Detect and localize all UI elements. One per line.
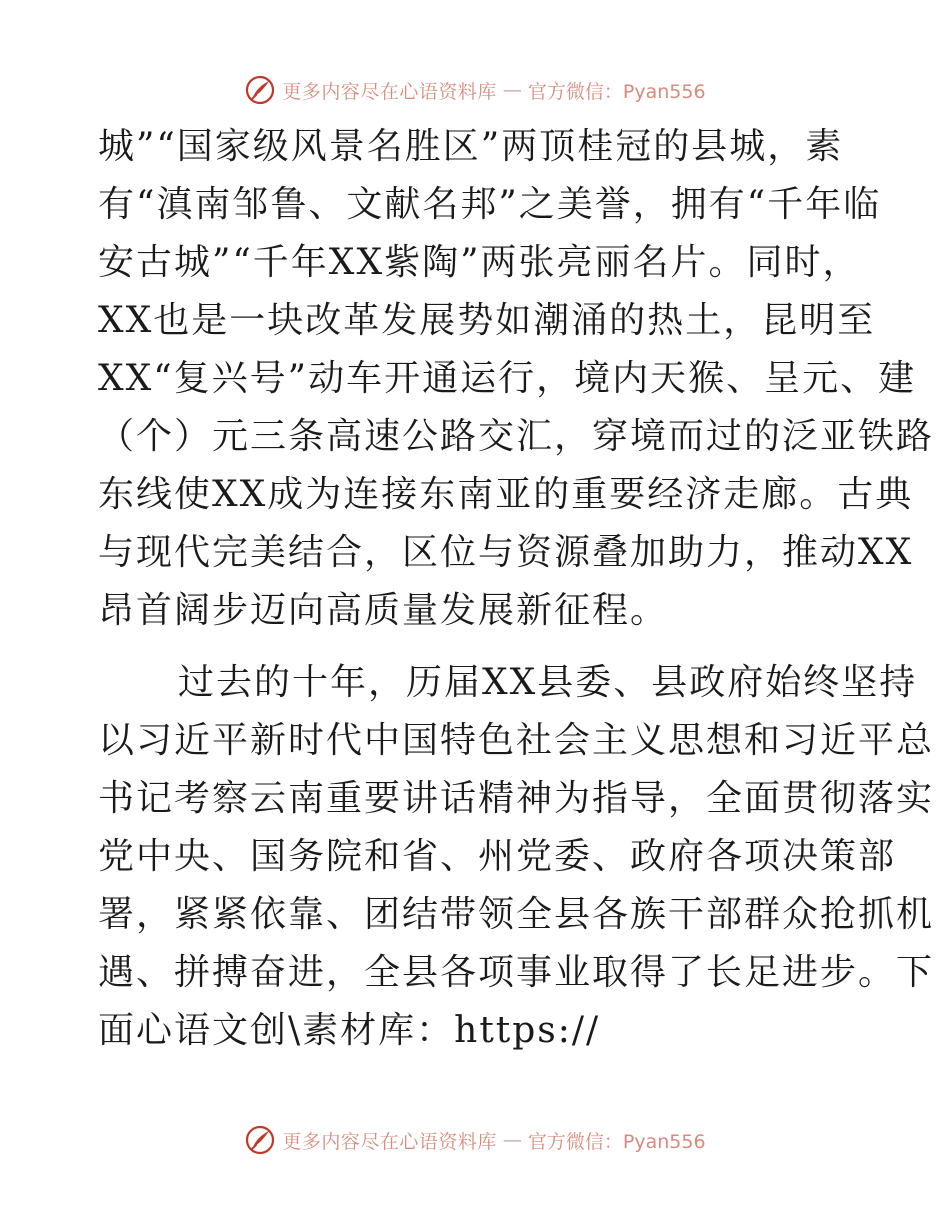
header-brand-text: 更多内容尽在心语资料库	[282, 80, 497, 103]
text-line: 党中央、国务院和省、州党委、政府各项决策部	[98, 836, 897, 877]
quill-logo-icon	[244, 1124, 276, 1156]
paragraph-1	[98, 118, 935, 640]
footer-watermark	[0, 1120, 950, 1160]
quill-logo-icon	[244, 74, 276, 106]
text-line: （个）元三条高速公路交汇，穿境而过的泛亚铁路	[98, 416, 935, 457]
header-separator: —	[502, 79, 522, 101]
text-line: 昂首阔步迈向高质量发展新征程。	[98, 590, 669, 631]
footer-wechat-text: 官方微信：Pyan556	[527, 1130, 706, 1153]
header-wechat-text: 官方微信：Pyan556	[527, 80, 706, 103]
text-line: 面心语文创\素材库：https://	[98, 1010, 601, 1051]
text-line: 有“滇南邹鲁、文献名邦”之美誉，拥有“千年临	[98, 184, 882, 225]
document-body	[98, 118, 935, 1060]
text-line: 以习近平新时代中国特色社会主义思想和习近平总	[98, 720, 935, 761]
footer-brand-text: 更多内容尽在心语资料库	[282, 1130, 497, 1153]
text-line: 与现代完美结合，区位与资源叠加助力，推动XX	[98, 532, 914, 573]
text-line: 书记考察云南重要讲话精神为指导，全面贯彻落实	[98, 778, 935, 819]
footer-separator: —	[502, 1129, 522, 1151]
text-line: 遇、拼搏奋进，全县各项事业取得了长足进步。下	[98, 952, 935, 993]
text-line: 署，紧紧依靠、团结带领全县各族干部群众抢抓机	[98, 894, 935, 935]
text-line: 东线使XX成为连接东南亚的重要经济走廊。古典	[98, 474, 914, 515]
text-line: 城”“国家级风景名胜区”两顶桂冠的县城，素	[98, 126, 844, 167]
text-line: XX“复兴号”动车开通运行，境内天猴、呈元、建	[98, 358, 917, 399]
text-line: XX也是一块改革发展势如潮涌的热土，昆明至	[98, 300, 876, 341]
text-line: 安古城”“千年XX紫陶”两张亮丽名片。同时，	[98, 242, 861, 283]
paragraph-2	[98, 654, 935, 1060]
text-line: 过去的十年，历届XX县委、县政府始终坚持	[178, 662, 918, 703]
header-watermark	[0, 70, 950, 110]
